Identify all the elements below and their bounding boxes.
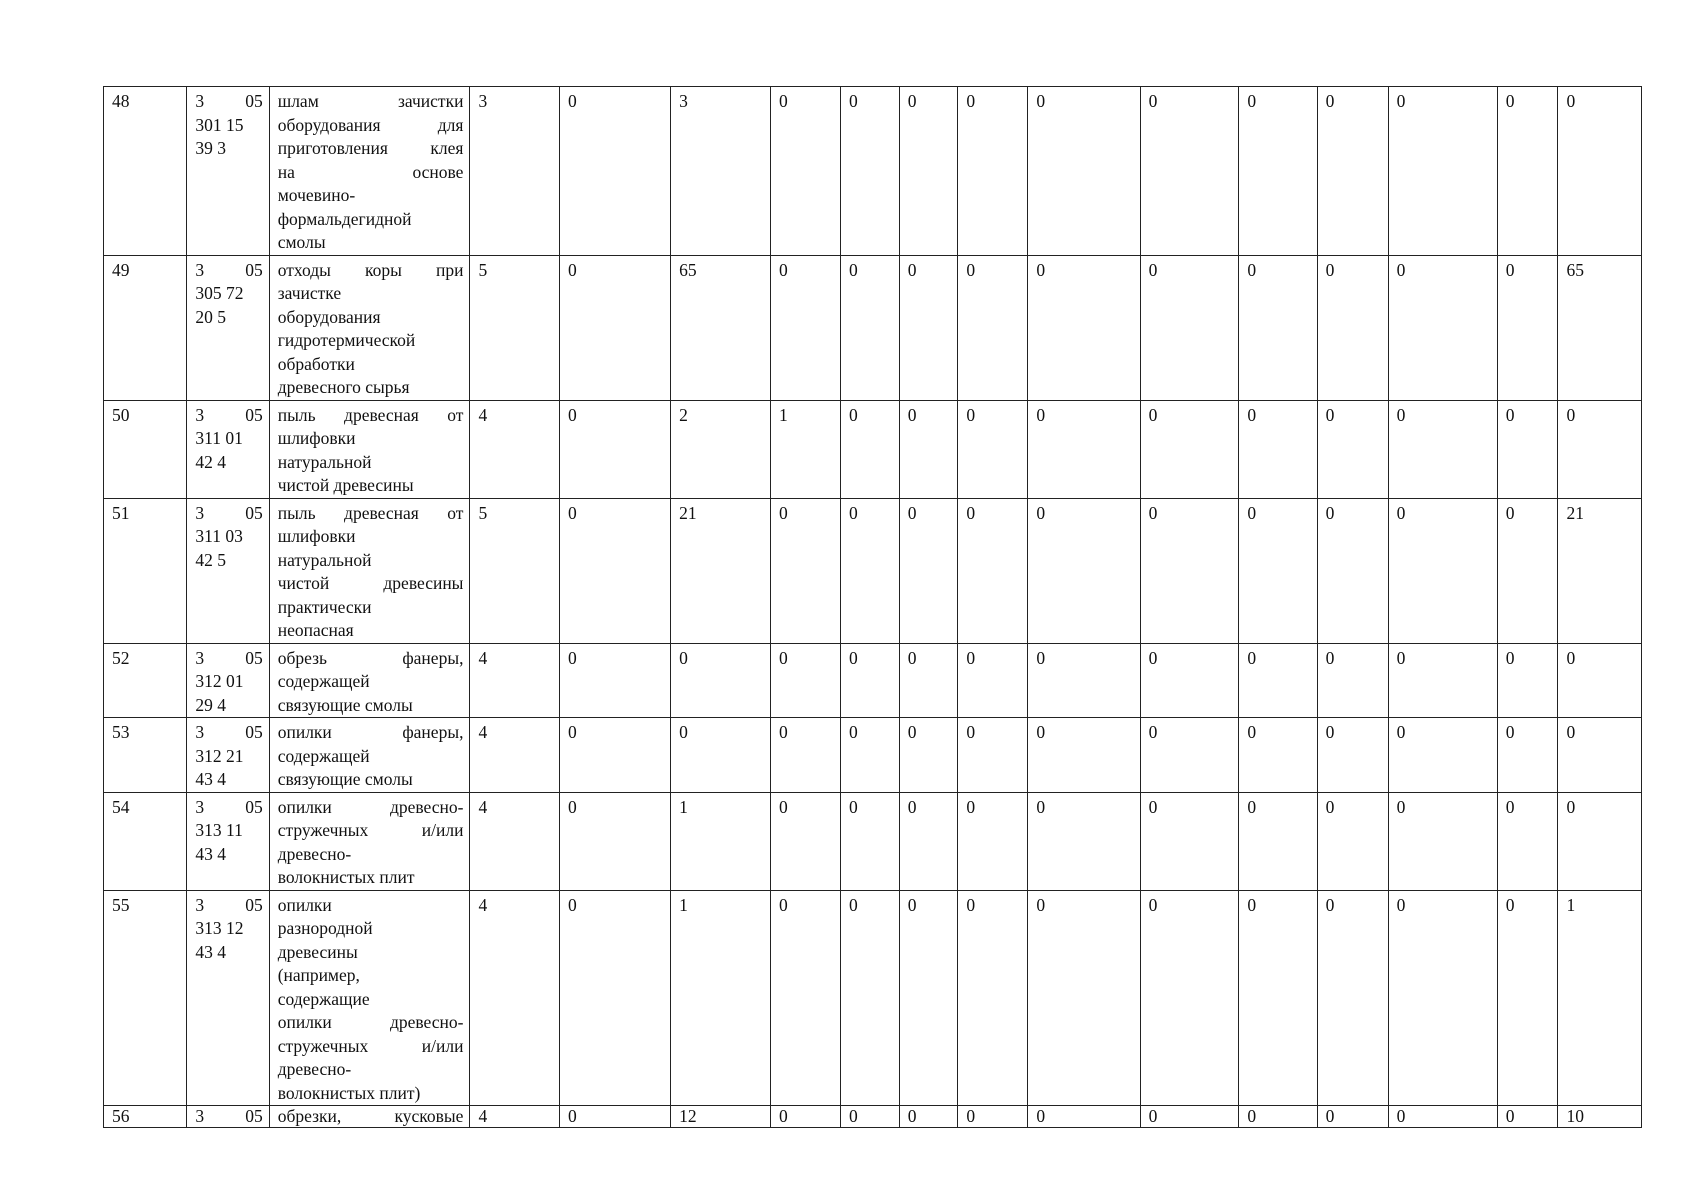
code-part: 3 [195,1106,205,1126]
value-cell: 0 [560,792,671,890]
description-line: древесного сырья [277,377,410,397]
code-part: 05 [245,259,263,280]
value-cell: 0 [1140,255,1239,400]
table-row [104,400,1642,498]
description-line: обрезь фанеры, [277,647,464,668]
code-part: 05 [245,894,263,915]
value-cell: 0 [1317,1106,1388,1128]
value-cell: 4 [470,718,560,793]
value-cell: 0 [560,890,671,1106]
value-cell: 0 [841,792,900,890]
waste-code [187,498,269,643]
value-cell: 0 [1028,792,1140,890]
value-cell: 4 [470,400,560,498]
code-part: 301 15 [195,114,244,135]
code-part: 313 11 [195,820,243,840]
table-row [104,890,1642,1106]
value-cell: 0 [1317,87,1388,256]
value-cell: 0 [1497,255,1558,400]
waste-code [187,1106,269,1128]
waste-description [269,890,470,1106]
description-line: содержащей [277,745,370,766]
description-line: шлам зачистки [277,91,464,111]
row-number: 48 [104,87,187,256]
value-cell: 0 [958,498,1028,643]
value-cell: 4 [470,890,560,1106]
value-cell: 0 [841,890,900,1106]
value-cell: 0 [1558,792,1642,890]
row-number: 53 [104,718,187,793]
value-cell: 0 [841,643,900,718]
waste-code [187,400,269,498]
description-line: обрезки, кусковые [277,1106,464,1126]
value-cell: 0 [771,87,841,256]
description-line: древесины [277,941,358,962]
value-cell: 3 [470,87,560,256]
value-cell: 0 [1558,718,1642,793]
value-cell: 0 [771,643,841,718]
value-cell: 0 [771,718,841,793]
table-row [104,255,1642,400]
code-part: 3 [195,502,205,523]
value-cell: 0 [899,890,958,1106]
code-part: 305 72 [195,283,244,303]
waste-table [103,86,1642,1128]
waste-description [269,718,470,793]
value-cell: 0 [1140,792,1239,890]
value-cell: 0 [841,1106,900,1128]
table-row [104,643,1642,718]
code-part: 39 3 [195,138,226,158]
code-part: 313 12 [195,918,244,938]
value-cell: 0 [1239,792,1317,890]
description-line: обработки [277,353,355,374]
waste-code [187,87,269,256]
value-cell: 0 [1558,87,1642,256]
value-cell: 0 [1497,890,1558,1106]
value-cell: 0 [958,792,1028,890]
value-cell: 65 [1558,255,1642,400]
value-cell: 0 [771,792,841,890]
value-cell: 0 [1028,255,1140,400]
value-cell: 0 [560,498,671,643]
value-cell: 0 [1239,400,1317,498]
code-part: 311 01 [195,428,243,448]
code-part: 05 [245,1106,263,1126]
code-part: 20 5 [195,306,226,327]
code-part: 312 21 [195,745,244,766]
value-cell: 0 [1558,400,1642,498]
code-part: 3 [195,796,205,817]
value-cell: 0 [1239,890,1317,1106]
value-cell: 0 [1317,792,1388,890]
value-cell: 0 [1388,400,1497,498]
value-cell: 0 [671,643,771,718]
value-cell: 0 [1317,718,1388,793]
description-line: шлифовки [277,526,356,546]
value-cell: 0 [1239,1106,1317,1128]
value-cell: 0 [1388,718,1497,793]
description-line: опилки фанеры, [277,722,464,742]
value-cell: 0 [560,87,671,256]
value-cell: 0 [1317,643,1388,718]
code-part: 05 [245,722,263,742]
value-cell: 0 [1140,1106,1239,1128]
value-cell: 0 [1140,400,1239,498]
value-cell: 0 [958,87,1028,256]
code-part: 43 4 [195,941,226,962]
value-cell: 0 [1388,255,1497,400]
description-line: практически [277,596,372,617]
value-cell: 0 [1239,87,1317,256]
value-cell: 0 [958,643,1028,718]
waste-code [187,890,269,1106]
value-cell: 1 [1558,890,1642,1106]
value-cell: 0 [1028,890,1140,1106]
value-cell: 0 [1140,498,1239,643]
row-number: 51 [104,498,187,643]
value-cell: 0 [1028,718,1140,793]
value-cell: 0 [1497,498,1558,643]
value-cell: 0 [1388,792,1497,890]
value-cell: 0 [841,255,900,400]
value-cell: 65 [671,255,771,400]
value-cell: 0 [1239,255,1317,400]
table-row [104,1106,1642,1128]
value-cell: 0 [771,498,841,643]
waste-code [187,255,269,400]
value-cell: 3 [671,87,771,256]
description-line: гидротермической [277,330,416,350]
code-part: 43 4 [195,843,226,864]
value-cell: 0 [1497,718,1558,793]
value-cell: 4 [470,643,560,718]
waste-code [187,643,269,718]
value-cell: 0 [1140,890,1239,1106]
description-line: (например, [277,965,360,985]
code-part: 3 [195,647,205,668]
value-cell: 0 [1497,87,1558,256]
description-line: чистой древесины [277,573,464,593]
value-cell: 0 [958,400,1028,498]
value-cell: 10 [1558,1106,1642,1128]
value-cell: 21 [1558,498,1642,643]
value-cell: 0 [1388,1106,1497,1128]
value-cell: 1 [771,400,841,498]
description-line: содержащей [277,671,370,691]
table-row [104,498,1642,643]
value-cell: 0 [958,718,1028,793]
value-cell: 0 [899,400,958,498]
value-cell: 0 [899,498,958,643]
code-part: 3 [195,404,205,425]
value-cell: 0 [899,792,958,890]
description-line: древесно- [277,843,352,864]
description-line: волокнистых плит) [277,1082,421,1103]
value-cell: 4 [470,1106,560,1128]
value-cell: 0 [958,890,1028,1106]
waste-code [187,792,269,890]
value-cell: 0 [1140,87,1239,256]
value-cell: 4 [470,792,560,890]
value-cell: 0 [1239,718,1317,793]
value-cell: 0 [841,400,900,498]
value-cell: 0 [899,1106,958,1128]
code-part: 3 [195,894,205,915]
value-cell: 12 [671,1106,771,1128]
value-cell: 0 [560,718,671,793]
value-cell: 0 [1028,87,1140,256]
value-cell: 2 [671,400,771,498]
table-row [104,87,1642,256]
description-line: на основе [277,161,464,182]
value-cell: 0 [1497,792,1558,890]
row-number: 49 [104,255,187,400]
value-cell: 0 [1317,400,1388,498]
code-part: 312 01 [195,671,244,691]
code-part: 05 [245,647,263,668]
waste-description [269,643,470,718]
description-line: связующие смолы [277,694,413,715]
description-line: зачистке [277,283,342,303]
value-cell: 0 [1317,255,1388,400]
code-part: 3 [195,259,205,280]
description-line: неопасная [277,620,354,640]
code-part: 3 [195,91,205,111]
value-cell: 0 [899,718,958,793]
value-cell: 0 [560,255,671,400]
description-line: формальдегидной [277,208,412,229]
description-line: разнородной [277,918,373,938]
value-cell: 0 [1388,87,1497,256]
description-line: волокнистых плит [277,867,415,887]
value-cell: 0 [671,718,771,793]
value-cell: 0 [1497,643,1558,718]
value-cell: 0 [1028,1106,1140,1128]
waste-code [187,718,269,793]
value-cell: 0 [1028,498,1140,643]
description-line: древесно- [277,1059,352,1079]
code-part: 05 [245,91,263,111]
value-cell: 0 [1317,498,1388,643]
value-cell: 0 [1497,1106,1558,1128]
row-number: 55 [104,890,187,1106]
waste-description [269,792,470,890]
value-cell: 0 [1558,643,1642,718]
code-part: 3 [195,722,205,742]
description-line: пыль древесная от [277,502,464,523]
waste-description [269,400,470,498]
description-line: натуральной [277,451,372,472]
description-line: натуральной [277,549,372,570]
value-cell: 0 [958,1106,1028,1128]
row-number: 50 [104,400,187,498]
value-cell: 0 [1388,643,1497,718]
value-cell: 0 [560,643,671,718]
value-cell: 0 [841,498,900,643]
value-cell: 1 [671,792,771,890]
table-row [104,718,1642,793]
description-line: опилки [277,894,332,915]
description-line: стружечных и/или [277,1035,464,1056]
table-row [104,792,1642,890]
row-number: 56 [104,1106,187,1128]
description-line: шлифовки [277,428,356,448]
value-cell: 21 [671,498,771,643]
description-line: опилки древесно- [277,1012,464,1032]
description-line: содержащие [277,988,370,1009]
value-cell: 0 [1028,400,1140,498]
value-cell: 0 [771,890,841,1106]
value-cell: 5 [470,255,560,400]
value-cell: 0 [771,1106,841,1128]
value-cell: 0 [841,87,900,256]
code-part: 29 4 [195,694,226,715]
code-part: 42 4 [195,451,226,472]
waste-description [269,498,470,643]
description-line: смолы [277,232,326,252]
value-cell: 0 [1388,498,1497,643]
description-line: чистой древесины [277,475,414,495]
description-line: связующие смолы [277,769,413,789]
waste-description [269,87,470,256]
value-cell: 1 [671,890,771,1106]
value-cell: 0 [771,255,841,400]
value-cell: 0 [1239,643,1317,718]
value-cell: 5 [470,498,560,643]
code-part: 311 03 [195,526,243,546]
code-part: 43 4 [195,769,226,789]
value-cell: 0 [1140,718,1239,793]
code-part: 05 [245,796,263,817]
row-number: 52 [104,643,187,718]
row-number: 54 [104,792,187,890]
description-line: пыль древесная от [277,404,464,425]
value-cell: 0 [1239,498,1317,643]
value-cell: 0 [899,255,958,400]
description-line: отходы коры при [277,259,464,280]
description-line: оборудования [277,306,381,327]
description-line: приготовления клея [277,138,464,158]
value-cell: 0 [560,1106,671,1128]
description-line: мочевино- [277,185,356,205]
value-cell: 0 [899,643,958,718]
code-part: 05 [245,404,263,425]
description-line: оборудования для [277,114,464,135]
code-part: 05 [245,502,263,523]
value-cell: 0 [958,255,1028,400]
value-cell: 0 [899,87,958,256]
code-part: 42 5 [195,549,226,570]
value-cell: 0 [841,718,900,793]
value-cell: 0 [1317,890,1388,1106]
value-cell: 0 [1497,400,1558,498]
value-cell: 0 [1388,890,1497,1106]
waste-description [269,255,470,400]
value-cell: 0 [560,400,671,498]
waste-description [269,1106,470,1128]
description-line: опилки древесно- [277,796,464,817]
description-line: стружечных и/или [277,820,464,840]
value-cell: 0 [1028,643,1140,718]
value-cell: 0 [1140,643,1239,718]
